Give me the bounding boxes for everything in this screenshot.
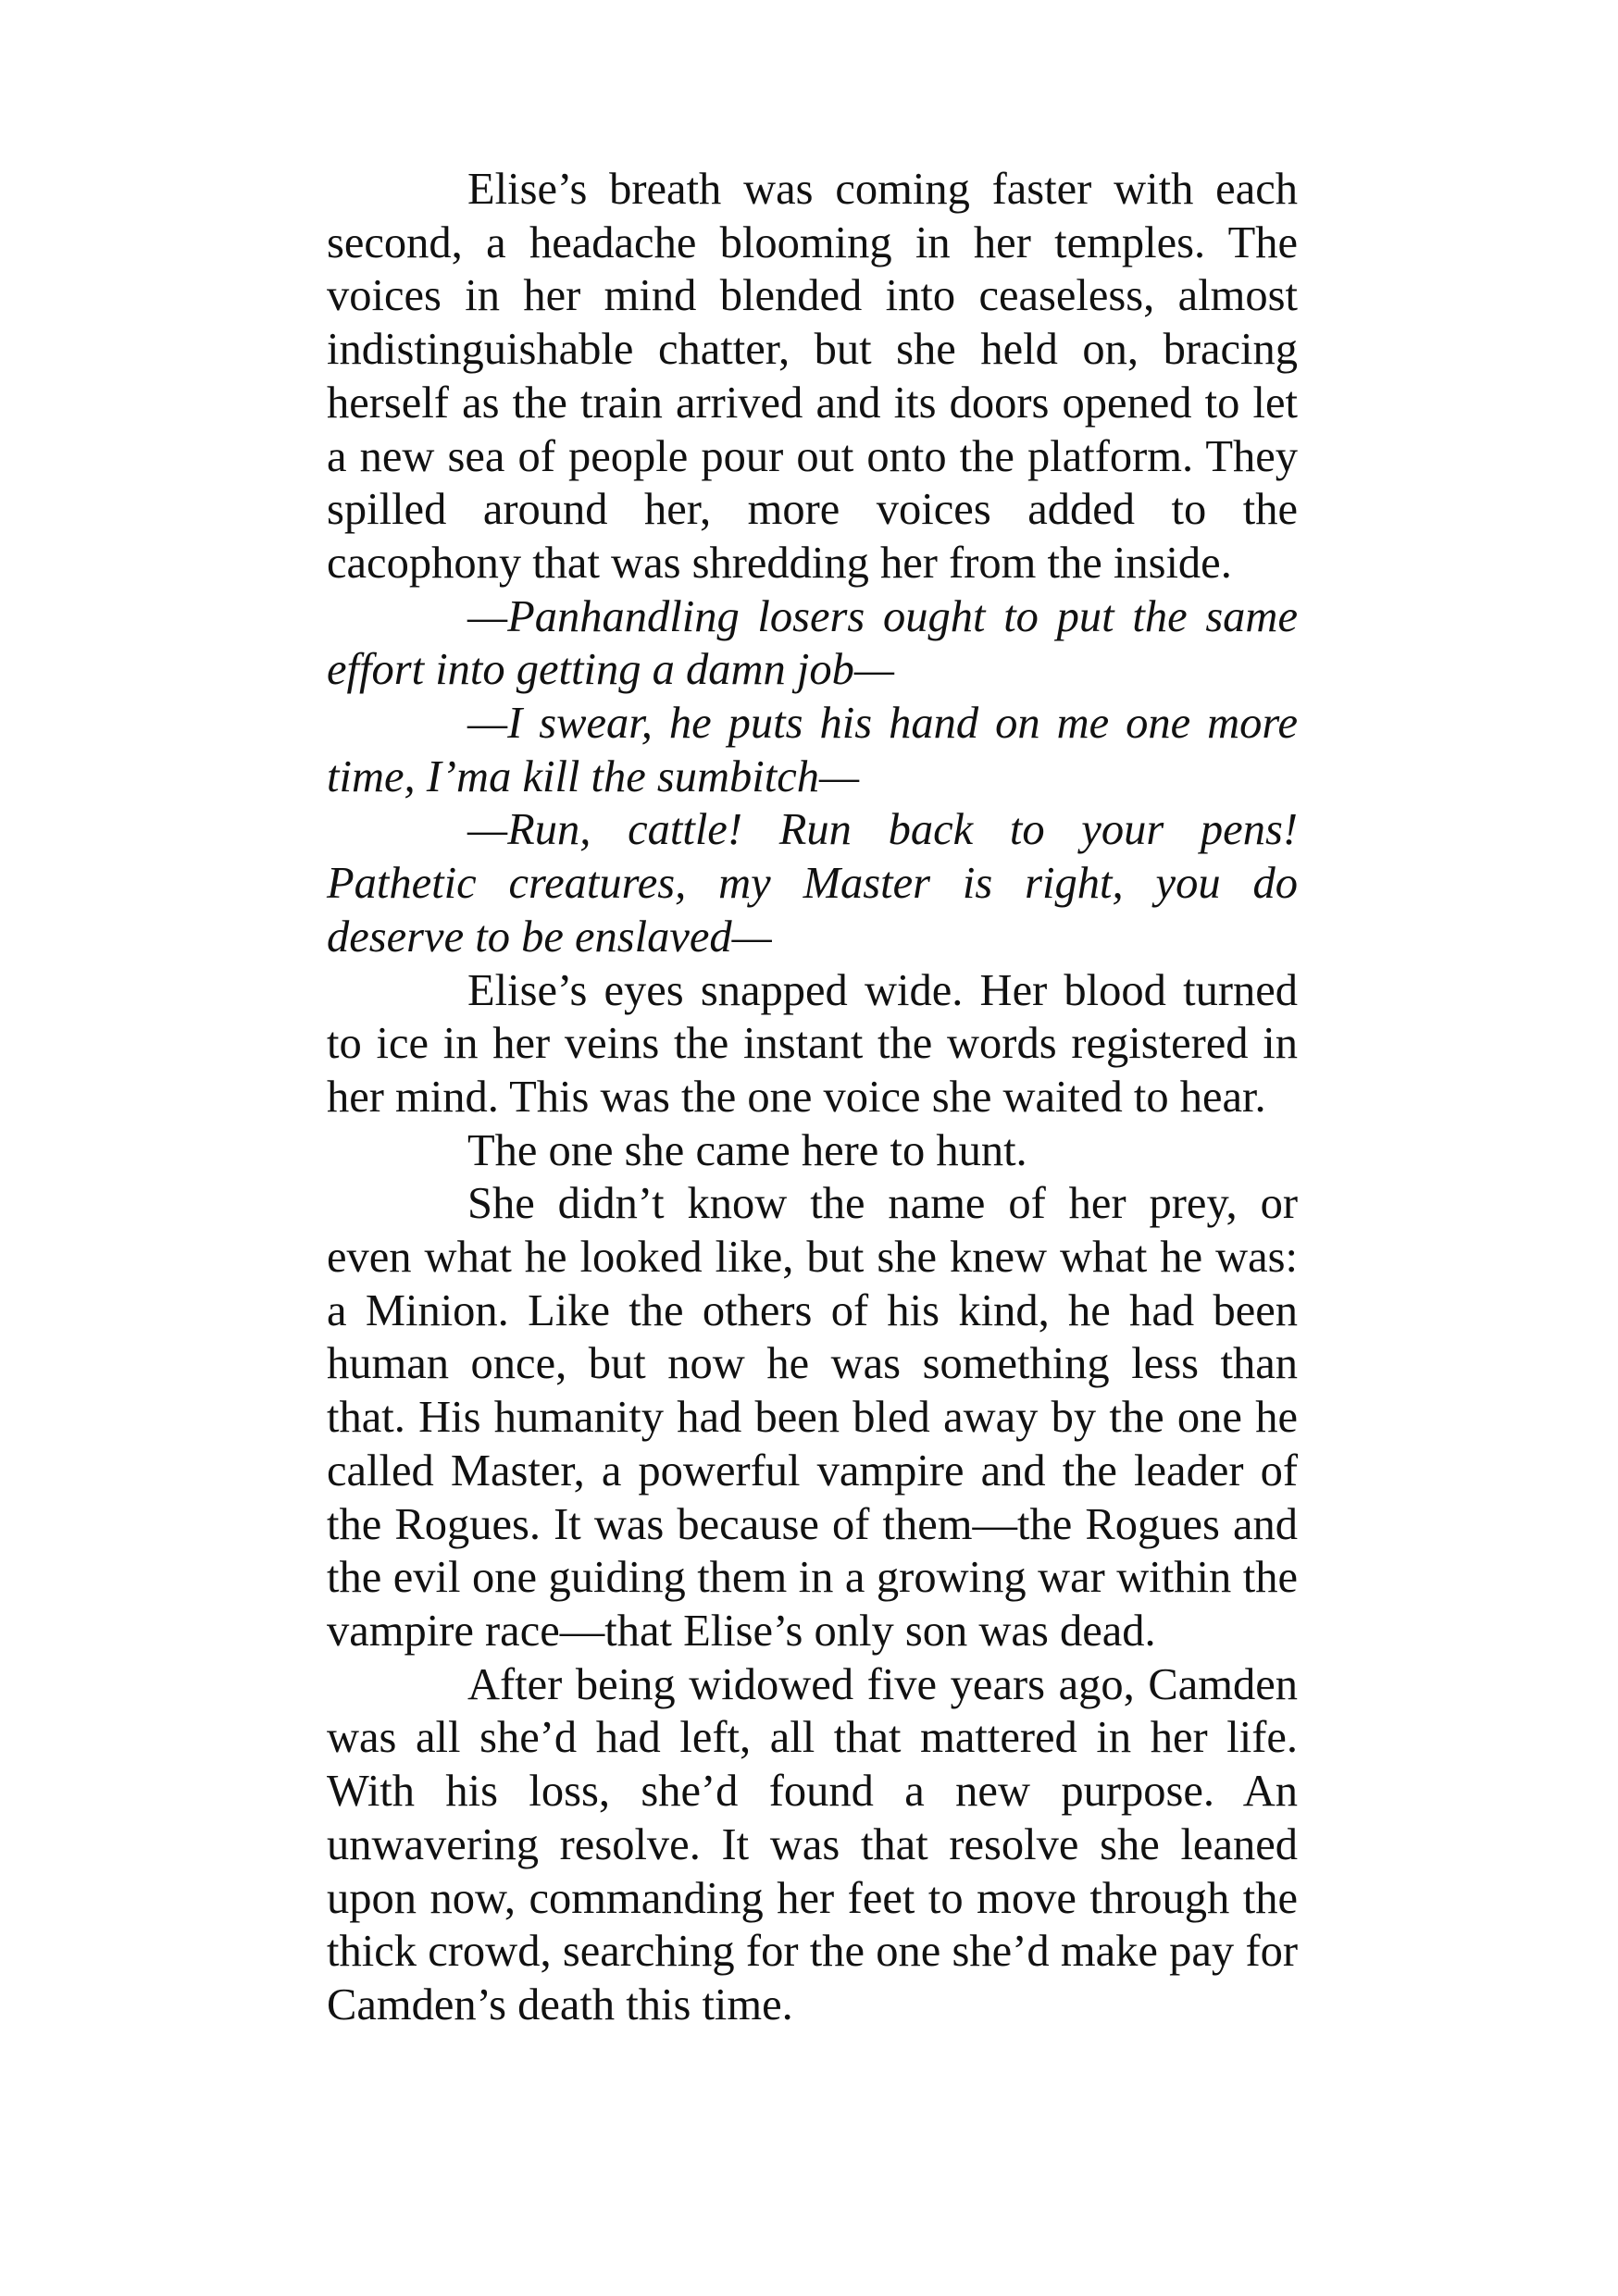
paragraph-1: Elise’s breath was coming faster with each second, a headache blooming in her temples. The voices in her mind blended into ceaseless, almost indistinguishable chatter, but she held on, bracing herself as the train arrived and its doors opened to let a new sea of people pour out onto the platform. They spilled around her, more voices added to the cacophony that was shredding her from the inside. — [327, 165, 1298, 588]
paragraph-5: After being widowed five years ago, Camden was all she’d had left, all that mattered in her life. With his loss, she’d found a new purpose. An unwavering resolve. It was that resolve she leaned upon now, commanding her feet to move through the thick crowd, searching for the one she’d make pay for Camden’s death this time. — [327, 1659, 1298, 2029]
telepathic-voice-3: —Run, cattle! Run back to your pens! Pathetic creatures, my Master is right, you do deserve to be enslaved— — [327, 805, 1298, 962]
telepathic-voice-2: —I swear, he puts his hand on me one more time, I’ma kill the sumbitch— — [327, 699, 1298, 801]
paragraph-3: The one she came here to hunt. — [467, 1125, 1027, 1175]
page-body-text — [327, 163, 1298, 2032]
paragraph-4: She didn’t know the name of her prey, or even what he looked like, but she knew what he was: a Minion. Like the others of his kind, he had been human once, but now he was something less than that. His humanity had been bled away by the one he called Master, a powerful vampire and the leader of the Rogues. It was because of them—the Rogues and the evil one guiding them in a growing war within the vampire race—that Elise’s only son was dead. — [327, 1179, 1298, 1656]
telepathic-voice-1: —Panhandling losers ought to put the same effort into getting a damn job— — [327, 591, 1298, 695]
paragraph-2: Elise’s eyes snapped wide. Her blood turned to ice in her veins the instant the words registered in her mind. This was the one voice she waited to hear. — [327, 965, 1298, 1122]
